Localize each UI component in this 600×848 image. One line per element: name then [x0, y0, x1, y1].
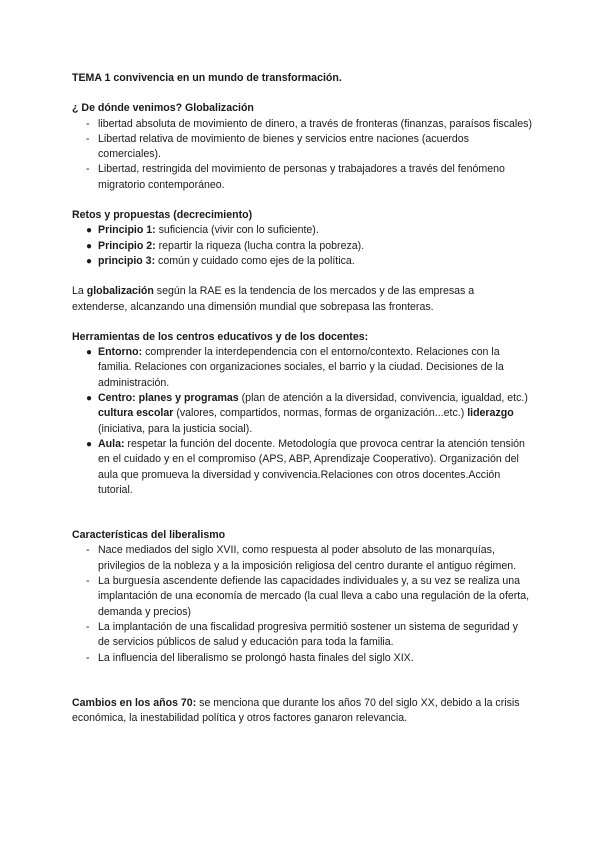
section-globalizacion: [72, 101, 532, 193]
document-title: TEMA 1 convivencia en un mundo de transformación.: [72, 72, 342, 84]
document-page: [72, 71, 532, 726]
list-item: [72, 651, 532, 666]
list-item: [72, 620, 532, 651]
globalizacion-definition: [72, 284, 532, 315]
item-label: principio 3:: [98, 254, 156, 267]
list-item-centro: [72, 391, 532, 437]
section-liberalismo: [72, 528, 532, 666]
list-item: [72, 132, 532, 163]
item-label: Aula:: [98, 437, 125, 450]
item-label: Entorno:: [98, 346, 143, 359]
list-item: [72, 254, 532, 269]
dash-marker: -: [86, 117, 90, 130]
item-text: suficiencia (vivir con lo suficiente).: [155, 224, 319, 237]
list-item: [72, 162, 532, 193]
bullet-marker: ●: [86, 393, 93, 405]
section-herramientas: [72, 330, 532, 498]
list-item-text: Nace mediados del siglo XVII, como respuesta al poder absoluto de las monarquías, privilegios de la nobleza y a la imposición religiosa del centro durante el antiguo régimen.: [98, 544, 517, 572]
item-text: (valores, compartidos, normas, formas de organización...etc.): [173, 407, 468, 420]
list-item-text: La influencia del liberalismo se prolongó hasta finales del siglo XIX.: [98, 651, 414, 664]
definition-text: según la RAE es la tendencia de los mercados y de las empresas a extenderse, alcanzando una dimensión mundial que sobrepasa las fronteras.: [72, 285, 475, 313]
list-item-text: Libertad, restringida del movimiento de personas y trabajadores a través del fenómeno migratorio contemporáneo.: [98, 163, 505, 191]
list-item: [72, 543, 532, 574]
dash-marker: -: [86, 620, 90, 633]
item-text: comprender la interdependencia con el entorno/contexto. Relaciones con la familia. Relaciones con organizaciones sociales, el barrio y la ciudad. Decisiones de la administración.: [98, 346, 504, 389]
section-heading: ¿ De dónde venimos? Globalización: [72, 102, 254, 115]
list-item-text: La burguesía ascendente defiende las capacidades individuales y, a su vez se realiza una implantación de una economía de mercado (la cual lleva a cabo una regulación de la oferta, demanda y precios): [98, 575, 530, 618]
section-heading: Retos y propuestas (decrecimiento): [72, 209, 253, 222]
dash-marker: -: [86, 651, 90, 664]
bullet-marker: ●: [86, 255, 93, 267]
bullet-marker: ●: [86, 240, 93, 252]
bullet-marker: ●: [86, 347, 93, 359]
list-item: [72, 223, 532, 238]
list-item-text: La implantación de una fiscalidad progresiva permitió sostener un sistema de seguridad y de servicios públicos de salud y educación para toda la familia.: [98, 620, 518, 649]
bullet-marker: ●: [86, 225, 93, 237]
item-label: cultura escolar: [98, 407, 174, 420]
bullet-list: [72, 223, 532, 269]
bullet-list: [72, 345, 532, 498]
list-item-aula: [72, 437, 532, 498]
item-label: liderazgo: [467, 407, 514, 420]
dash-marker: -: [86, 575, 90, 588]
dash-marker: -: [86, 132, 90, 145]
list-item: [72, 117, 532, 132]
list-item-text: libertad absoluta de movimiento de dinero, a través de fronteras (finanzas, paraísos fiscales): [98, 117, 532, 130]
list-item: [72, 239, 532, 254]
dash-marker: -: [86, 544, 90, 557]
definition-pre: La: [72, 285, 87, 298]
cambios-text: se menciona que durante los años 70 del siglo XX, debido a la crisis económica, la inestabilidad política y otros factores ganaron relevancia.: [72, 696, 520, 725]
list-item-entorno: [72, 345, 532, 391]
cambios-label: Cambios en los años 70:: [72, 696, 197, 709]
item-label: Principio 2:: [98, 239, 156, 252]
section-heading: Herramientas de los centros educativos y de los docentes:: [72, 330, 369, 343]
dash-list: [72, 117, 532, 193]
item-text: (plan de atención a la diversidad, convivencia, igualdad, etc.): [238, 392, 528, 405]
item-label: Centro: planes y programas: [98, 392, 239, 405]
definition-term: globalización: [86, 285, 154, 298]
list-item-text: Libertad relativa de movimiento de bienes y servicios entre naciones (acuerdos comerciales).: [98, 132, 469, 161]
item-text: común y cuidado como ejes de la política.: [155, 254, 355, 267]
section-retos: [72, 208, 532, 269]
dash-list: [72, 543, 532, 665]
bullet-marker: ●: [86, 438, 93, 450]
spacer: [72, 681, 532, 696]
section-heading: Características del liberalismo: [72, 529, 226, 542]
item-label: Principio 1:: [98, 224, 156, 237]
cambios-paragraph: [72, 696, 532, 727]
item-text: respetar la función del docente. Metodología que provoca centrar la atención tensión en el cuidado y en el compromiso (APS, ABP, Aprendizaje Cooperativo). Organización del aula que promueva la diversidad y convivencia.Relaciones con otros docentes.Acción tutorial.: [98, 437, 525, 496]
item-text: repartir la riqueza (lucha contra la pobreza).: [155, 239, 365, 252]
item-text: (iniciativa, para la justicia social).: [98, 422, 253, 435]
list-item: [72, 574, 532, 620]
dash-marker: -: [86, 163, 90, 176]
spacer: [72, 513, 532, 528]
